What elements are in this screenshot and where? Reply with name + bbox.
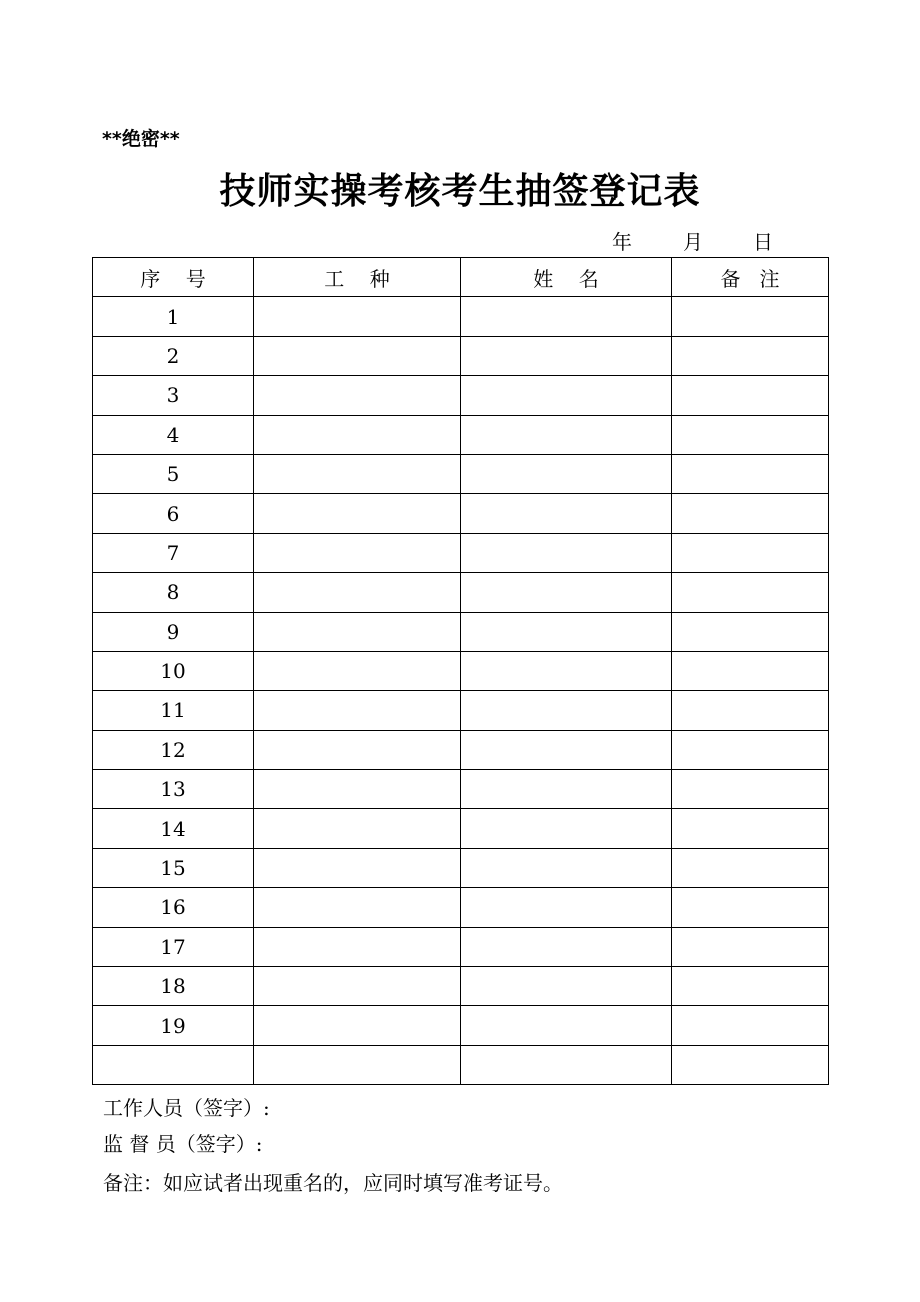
column-header-remark: 备 注 xyxy=(672,258,829,297)
cell-seq: 2 xyxy=(93,336,254,375)
cell-remark[interactable] xyxy=(672,770,829,809)
cell-name[interactable] xyxy=(461,967,672,1006)
cell-seq: 11 xyxy=(93,691,254,730)
cell-trade[interactable] xyxy=(254,848,461,887)
cell-trade[interactable] xyxy=(254,573,461,612)
cell-trade[interactable] xyxy=(254,730,461,769)
table-row xyxy=(93,454,829,493)
cell-name[interactable] xyxy=(461,494,672,533)
confidential-mark: **绝密** xyxy=(102,128,180,150)
cell-name[interactable] xyxy=(461,573,672,612)
cell-seq: 13 xyxy=(93,770,254,809)
cell-trade[interactable] xyxy=(254,297,461,336)
table-row xyxy=(93,297,829,336)
cell-seq: 9 xyxy=(93,612,254,651)
cell-name[interactable] xyxy=(461,612,672,651)
cell-name[interactable] xyxy=(461,848,672,887)
cell-remark[interactable] xyxy=(672,494,829,533)
table-body xyxy=(93,297,829,1085)
table-row xyxy=(93,927,829,966)
cell-seq: 7 xyxy=(93,533,254,572)
cell-name[interactable] xyxy=(461,888,672,927)
table-row xyxy=(93,336,829,375)
cell-trade[interactable] xyxy=(254,376,461,415)
cell-remark[interactable] xyxy=(672,848,829,887)
cell-remark[interactable] xyxy=(672,888,829,927)
cell-seq: 4 xyxy=(93,415,254,454)
page-title: 技师实操考核考生抽签登记表 xyxy=(219,171,701,212)
cell-remark[interactable] xyxy=(672,691,829,730)
cell-name[interactable] xyxy=(461,691,672,730)
cell-remark[interactable] xyxy=(672,967,829,1006)
cell-name[interactable] xyxy=(461,454,672,493)
cell-remark[interactable] xyxy=(672,651,829,690)
date-month-label: 月 xyxy=(683,230,703,254)
cell-trade[interactable] xyxy=(254,336,461,375)
cell-trade[interactable] xyxy=(254,927,461,966)
cell-trade[interactable] xyxy=(254,415,461,454)
cell-remark[interactable] xyxy=(672,612,829,651)
date-year-label: 年 xyxy=(612,230,632,254)
cell-name[interactable] xyxy=(461,297,672,336)
registration-table xyxy=(92,257,829,1085)
table-header-row xyxy=(93,258,829,297)
cell-trade[interactable] xyxy=(254,454,461,493)
cell-seq: 16 xyxy=(93,888,254,927)
cell-remark[interactable] xyxy=(672,573,829,612)
cell-name[interactable] xyxy=(461,809,672,848)
cell-seq: 3 xyxy=(93,376,254,415)
cell-seq: 6 xyxy=(93,494,254,533)
cell-trade[interactable] xyxy=(254,494,461,533)
cell-name[interactable] xyxy=(461,1045,672,1084)
table-row xyxy=(93,730,829,769)
cell-remark[interactable] xyxy=(672,336,829,375)
cell-remark[interactable] xyxy=(672,809,829,848)
table-row xyxy=(93,770,829,809)
table-row xyxy=(93,612,829,651)
cell-seq: 15 xyxy=(93,848,254,887)
cell-name[interactable] xyxy=(461,533,672,572)
table-row xyxy=(93,533,829,572)
table-row xyxy=(93,691,829,730)
cell-name[interactable] xyxy=(461,730,672,769)
table-row xyxy=(93,376,829,415)
cell-trade[interactable] xyxy=(254,1045,461,1084)
cell-name[interactable] xyxy=(461,770,672,809)
column-header-seq: 序 号 xyxy=(93,258,254,297)
cell-remark[interactable] xyxy=(672,533,829,572)
cell-remark[interactable] xyxy=(672,454,829,493)
cell-seq: 19 xyxy=(93,1006,254,1045)
table-row xyxy=(93,1006,829,1045)
cell-trade[interactable] xyxy=(254,967,461,1006)
remark-note: 备注：如应试者出现重名的，应同时填写准考证号。 xyxy=(103,1171,563,1195)
cell-name[interactable] xyxy=(461,336,672,375)
staff-signature-line: 工作人员（签字）: xyxy=(103,1096,270,1120)
cell-seq: 14 xyxy=(93,809,254,848)
cell-remark[interactable] xyxy=(672,415,829,454)
cell-name[interactable] xyxy=(461,376,672,415)
cell-trade[interactable] xyxy=(254,612,461,651)
cell-name[interactable] xyxy=(461,1006,672,1045)
cell-trade[interactable] xyxy=(254,809,461,848)
cell-remark[interactable] xyxy=(672,376,829,415)
cell-remark[interactable] xyxy=(672,297,829,336)
cell-trade[interactable] xyxy=(254,770,461,809)
cell-trade[interactable] xyxy=(254,651,461,690)
table-row xyxy=(93,967,829,1006)
cell-remark[interactable] xyxy=(672,1006,829,1045)
cell-seq: 10 xyxy=(93,651,254,690)
cell-remark[interactable] xyxy=(672,730,829,769)
table-row xyxy=(93,573,829,612)
table-row xyxy=(93,888,829,927)
cell-seq: 1 xyxy=(93,297,254,336)
cell-seq xyxy=(93,1045,254,1084)
cell-trade[interactable] xyxy=(254,533,461,572)
cell-trade[interactable] xyxy=(254,888,461,927)
cell-seq: 12 xyxy=(93,730,254,769)
date-day-label: 日 xyxy=(753,230,773,254)
cell-trade[interactable] xyxy=(254,691,461,730)
table-row xyxy=(93,1045,829,1084)
column-header-name: 姓 名 xyxy=(461,258,672,297)
table-row xyxy=(93,848,829,887)
cell-name[interactable] xyxy=(461,927,672,966)
cell-seq: 8 xyxy=(93,573,254,612)
table-row xyxy=(93,651,829,690)
table-row xyxy=(93,809,829,848)
table-row xyxy=(93,415,829,454)
cell-name[interactable] xyxy=(461,415,672,454)
cell-remark[interactable] xyxy=(672,1045,829,1084)
column-header-trade: 工 种 xyxy=(254,258,461,297)
cell-trade[interactable] xyxy=(254,1006,461,1045)
cell-remark[interactable] xyxy=(672,927,829,966)
cell-seq: 18 xyxy=(93,967,254,1006)
cell-seq: 5 xyxy=(93,454,254,493)
supervisor-signature-line: 监 督 员（签字）: xyxy=(103,1132,263,1156)
table-row xyxy=(93,494,829,533)
cell-seq: 17 xyxy=(93,927,254,966)
cell-name[interactable] xyxy=(461,651,672,690)
